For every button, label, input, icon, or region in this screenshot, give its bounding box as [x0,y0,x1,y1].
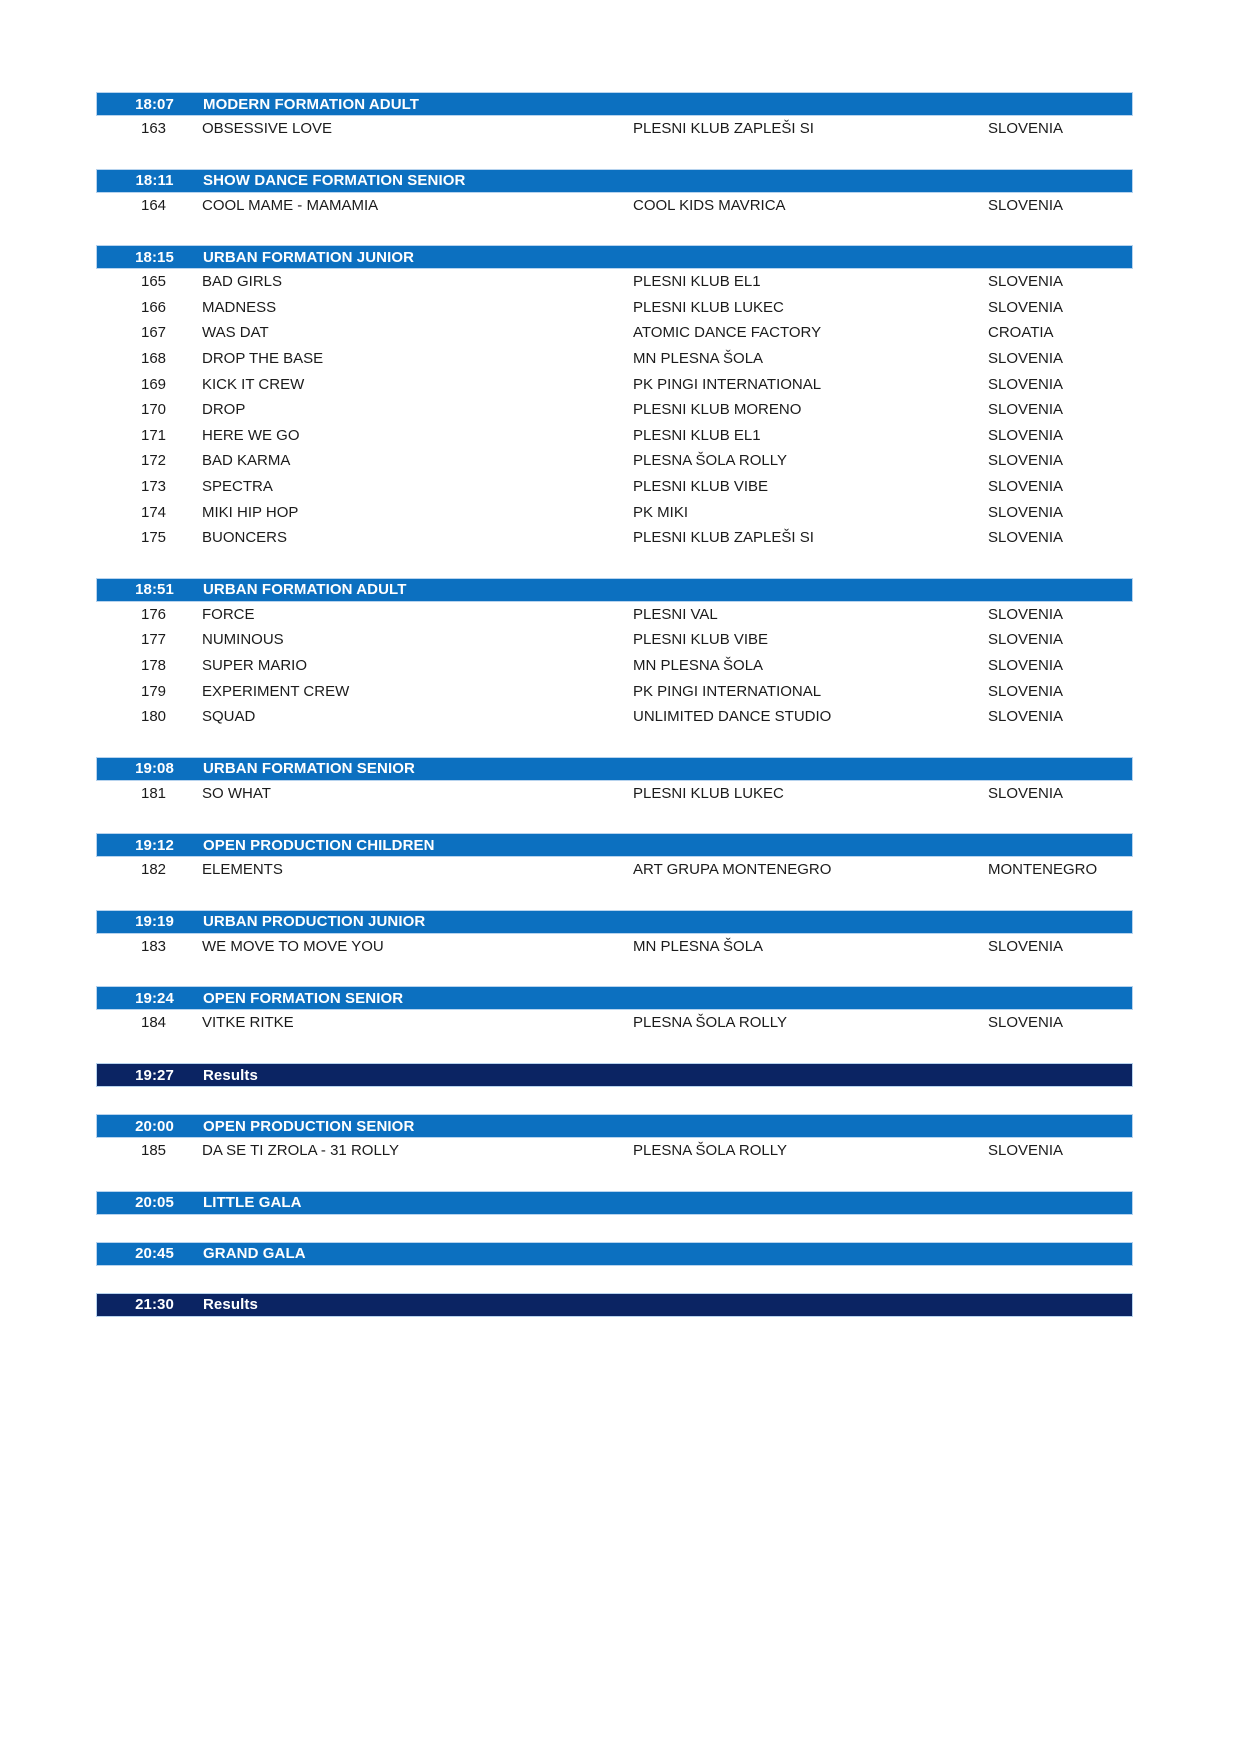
entry-club: PLESNI KLUB MORENO [633,401,802,419]
entry-number: 175 [140,529,167,547]
schedule-section [96,986,1133,1036]
entry-number: 174 [140,503,167,521]
entry-country: SLOVENIA [988,682,1064,700]
section-title: LITTLE GALA [203,1194,302,1212]
section-title: Results [203,1296,258,1314]
entry-country: SLOVENIA [988,120,1064,137]
entry-country: SLOVENIA [988,605,1064,623]
entry-country: SLOVENIA [988,298,1064,316]
entry-club: PK PINGI INTERNATIONAL [633,682,822,700]
entry-row [96,320,1133,346]
schedule-section [96,578,1133,730]
entry-row [96,857,1133,883]
section-header-bar [96,986,1133,1010]
entry-row [96,448,1133,474]
entry-title: DROP THE BASE [202,349,324,367]
section-title: OPEN PRODUCTION SENIOR [203,1117,415,1135]
entry-club: PLESNI KLUB ZAPLEŠI SI [633,529,814,547]
schedule-section [96,1191,1133,1215]
entry-row [96,704,1133,730]
entry-club: PLESNI KLUB ZAPLEŠI SI [633,120,814,137]
section-time: 19:08 [135,760,174,778]
entry-club: MN PLESNA ŠOLA [633,656,764,674]
entry-title: VITKE RITKE [202,1014,294,1032]
entry-club: PLESNI KLUB LUKEC [633,784,784,802]
entry-club: PLESNA ŠOLA ROLLY [633,1014,787,1032]
entry-row [96,397,1133,423]
entry-number: 181 [140,784,167,802]
entry-club: PLESNA ŠOLA ROLLY [633,452,787,470]
entry-title: NUMINOUS [202,631,284,649]
entry-country: MONTENEGRO [988,861,1098,879]
entry-number: 178 [140,656,167,674]
entry-row [96,525,1133,551]
entry-club: PLESNA ŠOLA ROLLY [633,1142,787,1160]
entry-row [96,1010,1133,1036]
entry-club: ART GRUPA MONTENEGRO [633,861,832,879]
entry-country: SLOVENIA [988,196,1064,214]
entry-row [96,269,1133,295]
section-header-bar [96,169,1133,193]
entry-number: 177 [140,631,167,649]
section-time: 20:00 [135,1117,174,1135]
section-time: 18:11 [135,172,174,190]
entry-club: PLESNI VAL [633,605,718,623]
entry-title: ELEMENTS [202,861,283,879]
section-time: 20:05 [135,1194,174,1212]
entry-club: PLESNI KLUB EL1 [633,273,761,291]
entry-club: PLESNI KLUB EL1 [633,426,761,444]
entry-club: COOL KIDS MAVRICA [633,196,786,214]
section-header-bar [96,757,1133,781]
entry-club: PK PINGI INTERNATIONAL [633,375,822,393]
section-title: URBAN PRODUCTION JUNIOR [203,913,426,931]
section-time: 19:19 [135,913,174,931]
schedule-section [96,1293,1133,1317]
entry-title: HERE WE GO [202,426,300,444]
entry-title: KICK IT CREW [202,375,305,393]
entry-number: 172 [140,452,167,470]
entry-country: SLOVENIA [988,349,1064,367]
entry-row [96,474,1133,500]
section-title: URBAN FORMATION SENIOR [203,760,415,778]
entry-row [96,781,1133,807]
section-time: 18:51 [135,581,174,599]
section-title: URBAN FORMATION JUNIOR [203,248,415,266]
entry-country: CROATIA [988,324,1054,342]
entry-title: DA SE TI ZROLA - 31 ROLLY [202,1142,400,1160]
entry-row [96,627,1133,653]
schedule-section [96,92,1133,142]
entry-club: PK MIKI [633,503,689,521]
schedule-section [96,833,1133,883]
entry-row [96,193,1133,219]
schedule-section [96,1114,1133,1164]
entry-row [96,653,1133,679]
entry-country: SLOVENIA [988,426,1064,444]
schedule-section [96,757,1133,807]
entry-country: SLOVENIA [988,452,1064,470]
entry-row [96,295,1133,321]
schedule-table [96,92,1133,1344]
section-time: 19:27 [135,1066,174,1084]
schedule-section [96,1063,1133,1087]
entry-country: SLOVENIA [988,477,1064,495]
entry-country: SLOVENIA [988,375,1064,393]
entry-title: WE MOVE TO MOVE YOU [202,937,384,955]
entry-row [96,500,1133,526]
schedule-section [96,1242,1133,1266]
entry-country: SLOVENIA [988,784,1064,802]
section-time: 19:24 [135,989,174,1007]
entry-number: 173 [140,477,167,495]
section-header-bar [96,1293,1133,1317]
entry-country: SLOVENIA [988,529,1064,547]
entry-country: SLOVENIA [988,401,1064,419]
section-time: 20:45 [135,1245,174,1263]
section-time: 18:07 [135,95,174,113]
entry-number: 176 [140,605,167,623]
section-header-bar [96,833,1133,857]
entry-number: 184 [140,1014,167,1032]
section-header-bar [96,1063,1133,1087]
entry-title: EXPERIMENT CREW [202,682,350,700]
entry-title: WAS DAT [202,324,269,342]
entry-club: UNLIMITED DANCE STUDIO [633,708,832,726]
entry-club: PLESNI KLUB VIBE [633,477,769,495]
entry-club: MN PLESNA ŠOLA [633,937,764,955]
entry-number: 168 [140,349,167,367]
entry-club: PLESNI KLUB VIBE [633,631,769,649]
entry-country: SLOVENIA [988,937,1064,955]
section-header-bar [96,92,1133,116]
entry-row [96,116,1133,142]
entry-club: ATOMIC DANCE FACTORY [633,324,822,342]
entry-club: PLESNI KLUB LUKEC [633,298,784,316]
entry-number: 165 [140,273,167,291]
entry-number: 166 [140,298,167,316]
section-header-bar [96,1242,1133,1266]
entry-number: 164 [140,196,167,214]
entry-country: SLOVENIA [988,1014,1064,1032]
section-header-bar [96,245,1133,269]
entry-number: 167 [140,324,167,342]
schedule-section [96,245,1133,551]
entry-title: BUONCERS [202,529,288,547]
section-time: 19:12 [135,836,174,854]
entry-country: SLOVENIA [988,503,1064,521]
entry-number: 180 [140,708,167,726]
section-title: OPEN FORMATION SENIOR [203,989,404,1007]
entry-row [96,1138,1133,1164]
entry-country: SLOVENIA [988,656,1064,674]
section-time: 18:15 [135,248,174,266]
entry-title: BAD KARMA [202,452,291,470]
entry-number: 169 [140,375,167,393]
section-header-bar [96,1114,1133,1138]
entry-title: SUPER MARIO [202,656,308,674]
entry-country: SLOVENIA [988,273,1064,291]
entry-row [96,346,1133,372]
entry-row [96,423,1133,449]
entry-title: FORCE [202,605,255,623]
entry-number: 171 [140,426,167,444]
entry-title: SPECTRA [202,477,273,495]
entry-title: MADNESS [202,298,277,316]
schedule-section [96,169,1133,219]
section-header-bar [96,910,1133,934]
section-title: SHOW DANCE FORMATION SENIOR [203,172,466,190]
entry-title: DROP [202,401,246,419]
entry-title: MIKI HIP HOP [202,503,299,521]
entry-row [96,372,1133,398]
entry-number: 163 [140,120,167,137]
entry-number: 183 [140,937,167,955]
entry-title: SO WHAT [202,784,271,802]
section-title: URBAN FORMATION ADULT [203,581,407,599]
entry-club: MN PLESNA ŠOLA [633,349,764,367]
entry-country: SLOVENIA [988,1142,1064,1160]
section-title: Results [203,1066,258,1084]
entry-row [96,602,1133,628]
entry-number: 185 [140,1142,167,1160]
section-title: GRAND GALA [203,1245,306,1263]
entry-title: COOL MAME - MAMAMIA [202,196,379,214]
schedule-section [96,910,1133,960]
entry-number: 179 [140,682,167,700]
entry-number: 170 [140,401,167,419]
section-title: OPEN PRODUCTION CHILDREN [203,836,435,854]
entry-title: SQUAD [202,708,256,726]
entry-title: OBSESSIVE LOVE [202,120,333,137]
section-header-bar [96,1191,1133,1215]
entry-country: SLOVENIA [988,708,1064,726]
section-time: 21:30 [135,1296,174,1314]
entry-row [96,679,1133,705]
entry-row [96,934,1133,960]
entry-country: SLOVENIA [988,631,1064,649]
entry-number: 182 [140,861,167,879]
section-title: MODERN FORMATION ADULT [203,95,420,113]
section-header-bar [96,578,1133,602]
entry-title: BAD GIRLS [202,273,283,291]
